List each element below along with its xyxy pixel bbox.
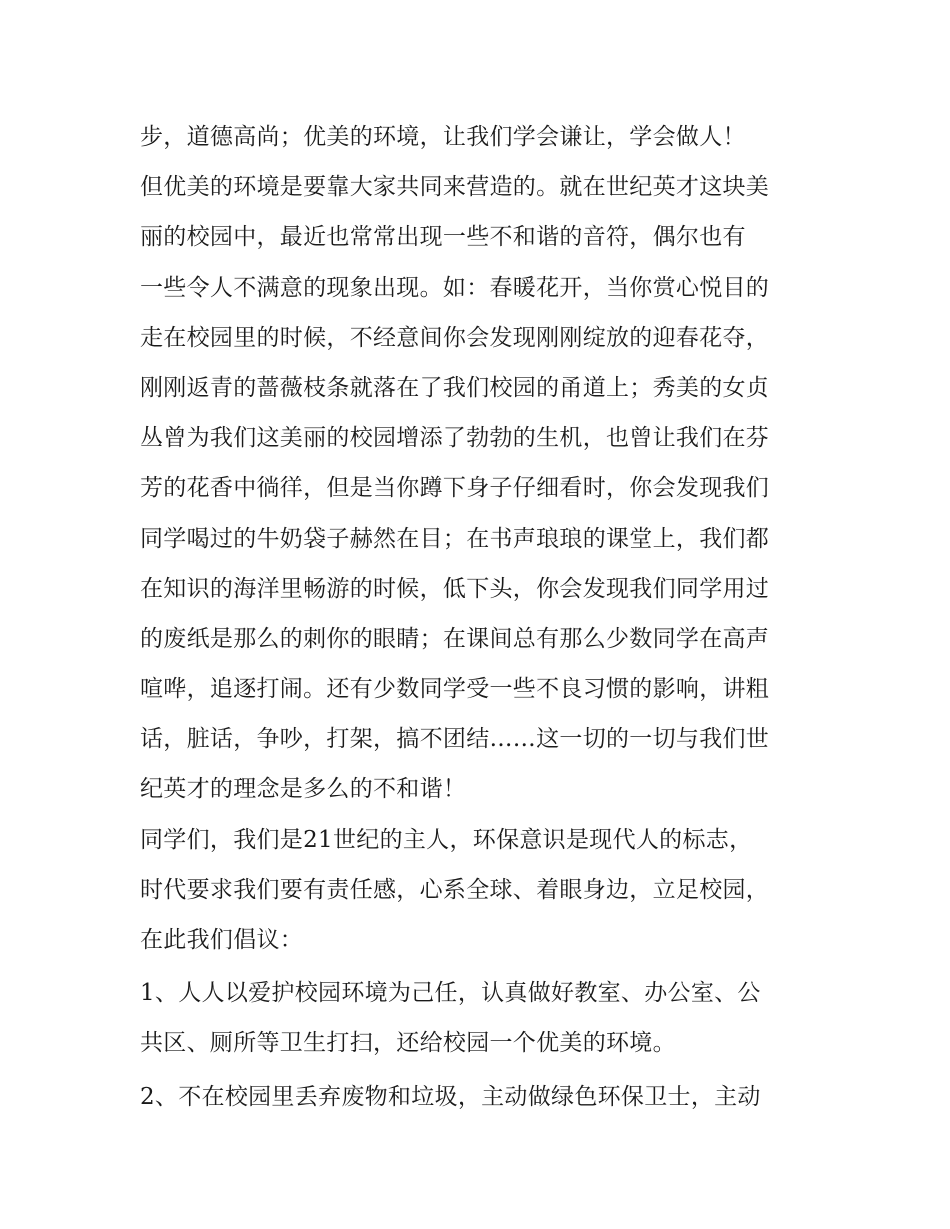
text-line: 共区、厕所等卫生打扫，还给校园一个优美的环境。 [140, 1030, 676, 1057]
text-line: 纪英才的理念是多么的不和谐！ [140, 776, 467, 803]
text-line: 时代要求我们要有责任感，心系全球、着眼身边，立足校园， [140, 876, 770, 903]
text-line: 走在校园里的时候，不经意间你会发现刚刚绽放的迎春花夺， [140, 324, 770, 351]
text-line: 同学喝过的牛奶袋子赫然在目；在书声琅琅的课堂上，我们都 [140, 525, 770, 552]
text-line: 步，道德高尚；优美的环境，让我们学会谦让，学会做人！ [140, 124, 746, 150]
text-line: 但优美的环境是要靠大家共同来营造的。就在世纪英才这块美 [140, 174, 770, 201]
text-line: 一些令人不满意的现象出现。如：春暖花开，当你赏心悦目的 [140, 274, 770, 301]
document-body [140, 112, 830, 1122]
text-line: 丽的校园中，最近也常常出现一些不和谐的音符，偶尔也有 [140, 224, 746, 251]
text-line: 话，脏话，争吵，打架，搞不团结……这一切的一切与我们世 [140, 726, 770, 753]
text-line: 在知识的海洋里畅游的时候，低下头，你会发现我们同学用过 [140, 575, 770, 602]
text-line: 1、人人以爱护校园环境为己任，认真做好教室、办公室、公 [140, 980, 761, 1007]
text-line: 同学们，我们是21世纪的主人，环保意识是现代人的标志， [140, 826, 753, 853]
text-line: 芳的花香中徜徉，但是当你蹲下身子仔细看时，你会发现我们 [140, 475, 770, 502]
text-line: 在此我们倡议： [140, 927, 304, 953]
text-line: 刚刚返青的蔷薇枝条就落在了我们校园的甬道上；秀美的女贞 [140, 374, 770, 401]
text-line: 的废纸是那么的刺你的眼睛；在课间总有那么少数同学在高声 [140, 625, 770, 652]
text-line: 2、不在校园里丢弃废物和垃圾，主动做绿色环保卫士，主动 [140, 1083, 761, 1110]
text-line: 丛曾为我们这美丽的校园增添了勃勃的生机，也曾让我们在芬 [140, 425, 770, 452]
text-line: 喧哗，追逐打闹。还有少数同学受一些不良习惯的影响，讲粗 [140, 676, 770, 703]
